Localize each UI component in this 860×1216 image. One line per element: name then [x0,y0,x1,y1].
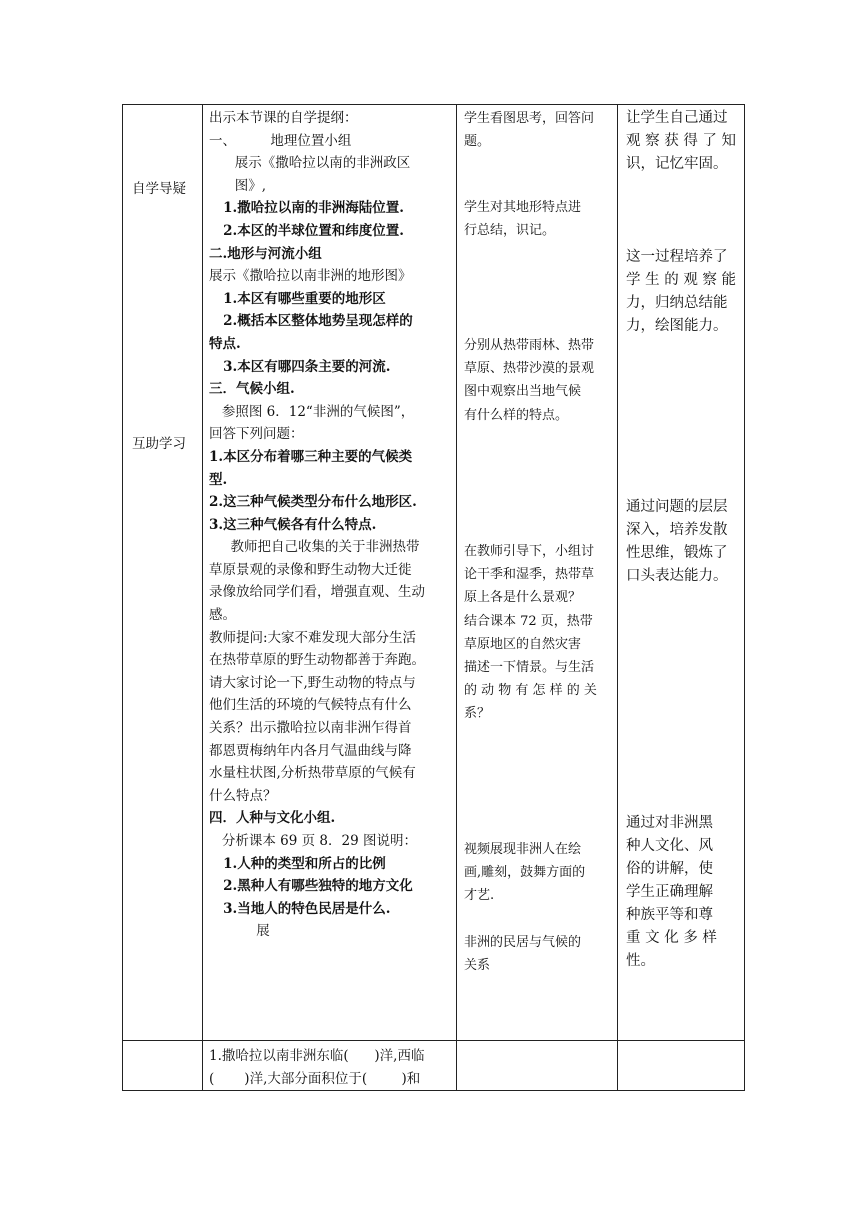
student-activity-f [464,931,581,977]
line: 让学生自己通过 [626,110,728,126]
line: 关系 [464,958,491,974]
line: 系？ [464,706,491,722]
line: 教师把自己收集的关于非洲热带 [209,539,420,556]
line: 在教师引导下，小组讨 [464,544,595,559]
line: 什么特点？ [209,787,277,804]
line: 展示《撒哈拉以南非洲的地形图》 [209,268,412,285]
line: 有什么样的特点。 [464,407,569,423]
line: 口头表达能力。 [626,568,728,584]
line: 行总结，识记。 [464,223,556,239]
table-border-top [122,104,745,105]
student-activity-d [464,540,597,726]
line: 录像放给同学们看，增强直观、生动 [209,584,425,601]
line: 3.这三种气候各有什么特点. [209,516,377,533]
line: 四．人种与文化小组. [209,810,336,827]
exercise-question [209,1045,424,1090]
line: 性思维，锻炼了 [626,545,728,561]
line: 3.当地人的特色民居是什么. [209,900,391,917]
line: 二.地形与河流小组 [209,245,322,262]
line: 回答下列问题： [209,426,304,443]
line: 2.黑种人有哪些独特的地方文化 [209,878,413,895]
student-activity-a [464,107,594,153]
line: 力，绘图能力。 [626,318,728,334]
row-label-mutual-learning: 互助学习 [132,436,186,452]
line: 视频展现非洲人在绘 [464,842,582,857]
line: 图中观察出当地气候 [464,384,582,400]
design-intent-c [626,496,728,588]
line: 非洲的民居与气候的 [464,935,582,950]
line: 描述一下情景。与生活 [464,660,595,676]
line: 识，记忆牢固。 [626,156,728,172]
line: 俗的讲解，使 [626,861,713,877]
line: 论干季和湿季，热带草 [464,567,595,583]
line: 一、 地理位置小组 [209,132,352,149]
student-activity-b [464,196,581,242]
line: 学生对其地形特点进 [464,200,582,215]
line: 1.撒哈拉以南的非洲海陆位置. [209,200,404,217]
design-intent-a [626,107,736,176]
line: 才艺. [464,888,495,904]
line: 种人文化、风 [626,838,713,854]
line: 通过对非洲黑 [626,815,713,831]
design-intent-b [626,246,736,338]
table-border-col2 [202,104,203,1091]
line: 展示《撒哈拉以南的非洲政区 [209,155,411,172]
line: 教师提问:大家不难发现大部分生活 [209,629,417,646]
line: 种族平等和尊 [626,907,713,923]
line: 三．气候小组. [209,381,295,398]
teacher-activity-column [209,107,453,943]
line: 1.本区分布着哪三种主要的气候类 [209,448,413,465]
line: 这一过程培养了 [626,249,728,265]
line: 请大家讨论一下,野生动物的特点与 [209,674,416,691]
line: 2.概括本区整体地势呈现怎样的 [209,313,413,330]
line: 重 文 化 多 样 [626,930,717,946]
line: 画,雕刻，鼓舞方面的 [464,865,586,881]
table-border-right [744,104,745,1091]
design-intent-d [626,812,717,973]
student-activity-c [464,334,594,427]
student-activity-e [464,838,585,908]
line: 1.人种的类型和所占的比例 [209,855,386,872]
row-label-self-study: 自学导疑 [132,181,186,197]
line: 在热带草原的野生动物都善于奔跑。 [209,652,425,669]
table-border-left [122,104,123,1091]
line: 原上各是什么景观？ [464,590,582,606]
line: 观 察 获 得 了 知 [626,133,737,149]
line: 1.撒哈拉以南非洲东临( )洋,西临 [209,1048,425,1064]
line: 特点. [209,335,241,352]
table-border-col4 [617,104,618,1091]
line: 他们生活的环境的气候特点有什么 [209,697,412,714]
line: 参照图 6．12“非洲的气候图”， [209,403,415,420]
line: 题。 [464,134,491,150]
line: 水量柱状图,分析热带草原的气候有 [209,765,416,782]
line: ( )洋,大部分面积位于( )和 [209,1070,421,1087]
line: 型. [209,471,228,488]
line: 草原景观的录像和野生动物大迁徙 [209,561,412,578]
line: 结合课本 72 页，热带 [464,613,593,629]
line: 分析课本 69 页 8．29 图说明： [209,833,417,849]
line: 出示本节课的自学提纲： [209,110,358,126]
line: 性。 [626,953,655,969]
line: 感。 [209,607,236,624]
line: 草原、热带沙漠的景观 [464,361,595,377]
line: 深入，培养发散 [626,522,728,538]
line: 分别从热带雨林、热带 [464,338,595,353]
table-border-row [122,1040,745,1041]
line: 图》, [209,177,267,194]
line: 通过问题的层层 [626,499,728,515]
line: 1.本区有哪些重要的地形区 [209,290,386,307]
table-border-col3 [456,104,457,1091]
line: 的 动 物 有 怎 样 的 关 [464,683,597,699]
line: 力，归纳总结能 [626,295,728,311]
line: 2.这三种气候类型分布什么地形区. [209,494,417,511]
line: 学生正确理解 [626,884,713,900]
line: 3.本区有哪四条主要的河流. [209,358,391,375]
line: 学 生 的 观 察 能 [626,272,737,288]
line: 草原地区的自然灾害 [464,636,582,652]
line: 2.本区的半球位置和纬度位置. [209,222,404,239]
line: 都恩贾梅纳年内各月气温曲线与降 [209,742,412,759]
line: 关系？出示撒哈拉以南非洲乍得首 [209,720,412,737]
line: 展 [209,923,270,940]
line: 学生看图思考，回答问 [464,111,595,126]
